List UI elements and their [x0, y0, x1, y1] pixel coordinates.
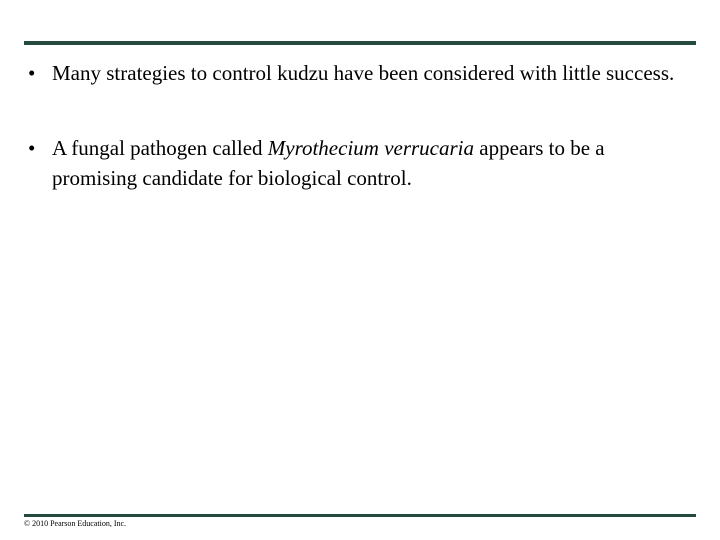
bullet-marker: • [28, 136, 36, 160]
bullet-item [28, 133, 700, 193]
bullet-item [28, 58, 700, 88]
bullet-text [52, 133, 692, 193]
bullet-text-part: appears to be a promising candidate for biological control. [52, 136, 605, 190]
species-name: Myrothecium verrucaria [267, 136, 475, 160]
bottom-divider [24, 514, 696, 517]
bullet-marker: • [28, 61, 36, 85]
copyright-notice: © 2010 Pearson Education, Inc. [24, 519, 127, 528]
bullet-text: Many strategies to control kudzu have been considered with little success. [52, 61, 675, 85]
bullet-text-part: A fungal pathogen called [52, 136, 268, 160]
